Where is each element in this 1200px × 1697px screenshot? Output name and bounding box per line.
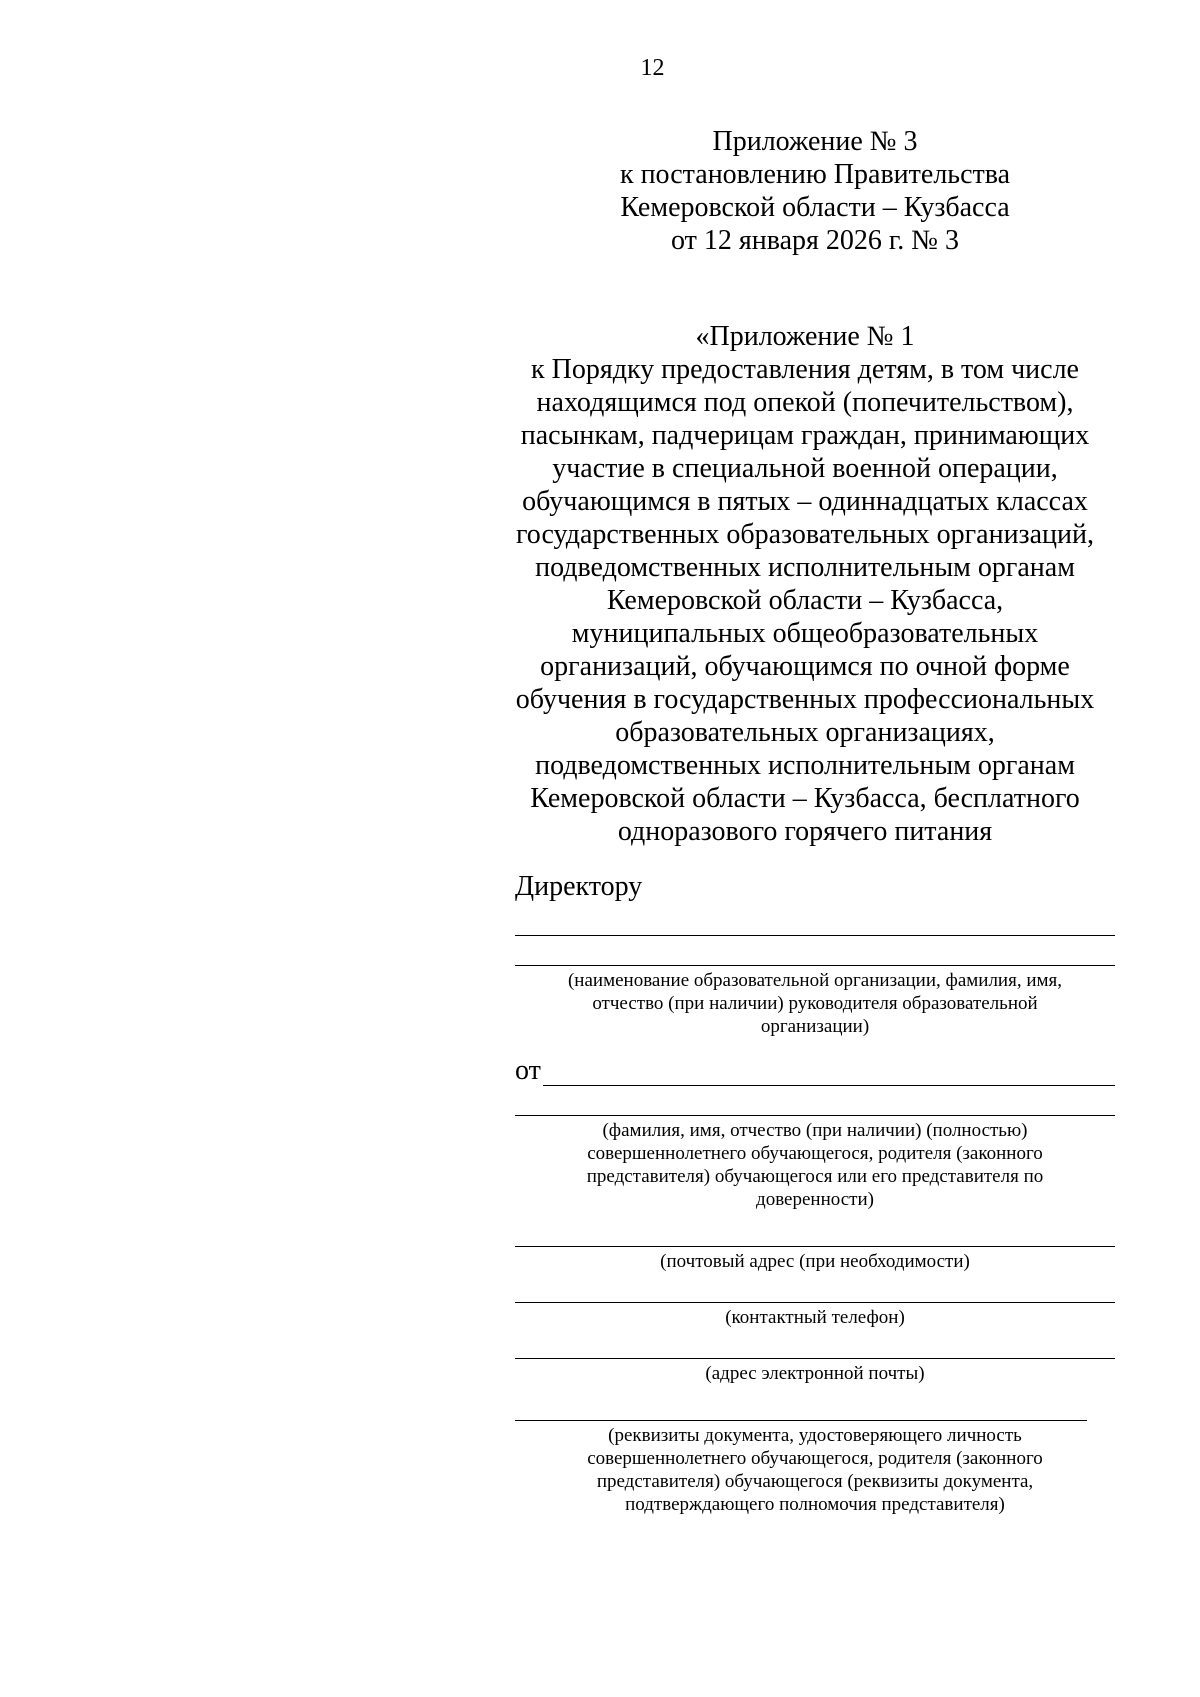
applicant-field-line-1[interactable]	[543, 1050, 1115, 1086]
phone-field[interactable]	[515, 1273, 1115, 1303]
caption-line: (адрес электронной почты)	[705, 1363, 925, 1384]
order-header-line: организаций, обучающимся по очной форме	[540, 651, 1070, 682]
order-header-line: обучения в государственных профессиональных	[515, 684, 1095, 715]
order-appendix-header	[505, 320, 1105, 848]
order-header-line: муниципальных общеобразовательных	[571, 618, 1039, 649]
organization-caption	[515, 966, 1115, 1038]
order-header-line: пасынкам, падчерицам граждан, принимающих	[520, 420, 1090, 451]
caption-line: (контактный телефон)	[725, 1307, 905, 1328]
order-header-line: подведомственных исполнительным органам	[535, 552, 1075, 583]
phone-caption	[515, 1303, 1115, 1329]
applicant-field-line-2[interactable]	[515, 1086, 1115, 1116]
order-header-line: образовательных организациях,	[615, 717, 995, 748]
order-header-line: «Приложение № 1	[695, 321, 915, 352]
order-header-line: к Порядку предоставления детям, в том числе	[531, 354, 1079, 385]
email-caption	[515, 1359, 1115, 1385]
appendix-header-line: Приложение № 3	[712, 126, 918, 157]
caption-line: отчество (при наличии) руководителя образовательной	[592, 993, 1038, 1014]
caption-line: представителя) обучающегося или его представителя по	[586, 1166, 1044, 1187]
caption-line: совершеннолетнего обучающегося, родителя (законного	[587, 1448, 1043, 1469]
applicant-caption	[515, 1116, 1115, 1211]
caption-line: (фамилия, имя, отчество (при наличии) (полностью)	[602, 1120, 1028, 1141]
caption-line: (реквизиты документа, удостоверяющего личность	[608, 1425, 1022, 1446]
order-header-line: государственных образовательных организаций,	[515, 519, 1095, 550]
order-header-line: участие в специальной военной операции,	[552, 453, 1058, 484]
caption-line: организации)	[760, 1016, 870, 1037]
email-field[interactable]	[515, 1329, 1115, 1359]
appendix-header	[580, 125, 1050, 257]
caption-line: представителя) обучающегося (реквизиты документа,	[596, 1471, 1034, 1492]
caption-line: доверенности)	[756, 1189, 874, 1210]
from-row	[515, 1046, 1115, 1086]
addressee-label: Директору	[515, 871, 643, 902]
caption-line: совершеннолетнего обучающегося, родителя (законного	[587, 1143, 1043, 1164]
organization-field-line-1[interactable]	[515, 906, 1115, 936]
caption-line: подтверждающего полномочия представителя)	[625, 1494, 1005, 1515]
appendix-header-line: от 12 января 2026 г. № 3	[671, 225, 959, 256]
appendix-header-line: к постановлению Правительства	[619, 159, 1011, 190]
order-header-line: подведомственных исполнительным органам	[535, 750, 1075, 781]
order-header-line: Кемеровской области – Кузбасса,	[606, 585, 1004, 616]
order-header-line: Кемеровской области – Кузбасса, бесплатного	[530, 783, 1080, 814]
caption-line: (почтовый адрес (при необходимости)	[660, 1251, 970, 1272]
order-header-line: находящимся под опекой (попечительством),	[536, 387, 1074, 418]
identity-document-field[interactable]	[515, 1385, 1087, 1421]
application-form-header	[515, 870, 1115, 1516]
postal-address-caption	[515, 1247, 1115, 1273]
identity-document-caption	[515, 1421, 1115, 1516]
page-number: 12	[640, 55, 665, 81]
from-label: от	[515, 1055, 541, 1086]
order-header-line: одноразового горячего питания	[617, 816, 993, 847]
postal-address-field[interactable]	[515, 1211, 1115, 1247]
caption-line: (наименование образовательной организации, фамилия, имя,	[567, 970, 1063, 991]
organization-field-line-2[interactable]	[515, 936, 1115, 966]
appendix-header-line: Кемеровской области – Кузбасса	[620, 192, 1010, 223]
order-header-line: обучающимся в пятых – одиннадцатых классах	[522, 486, 1088, 517]
